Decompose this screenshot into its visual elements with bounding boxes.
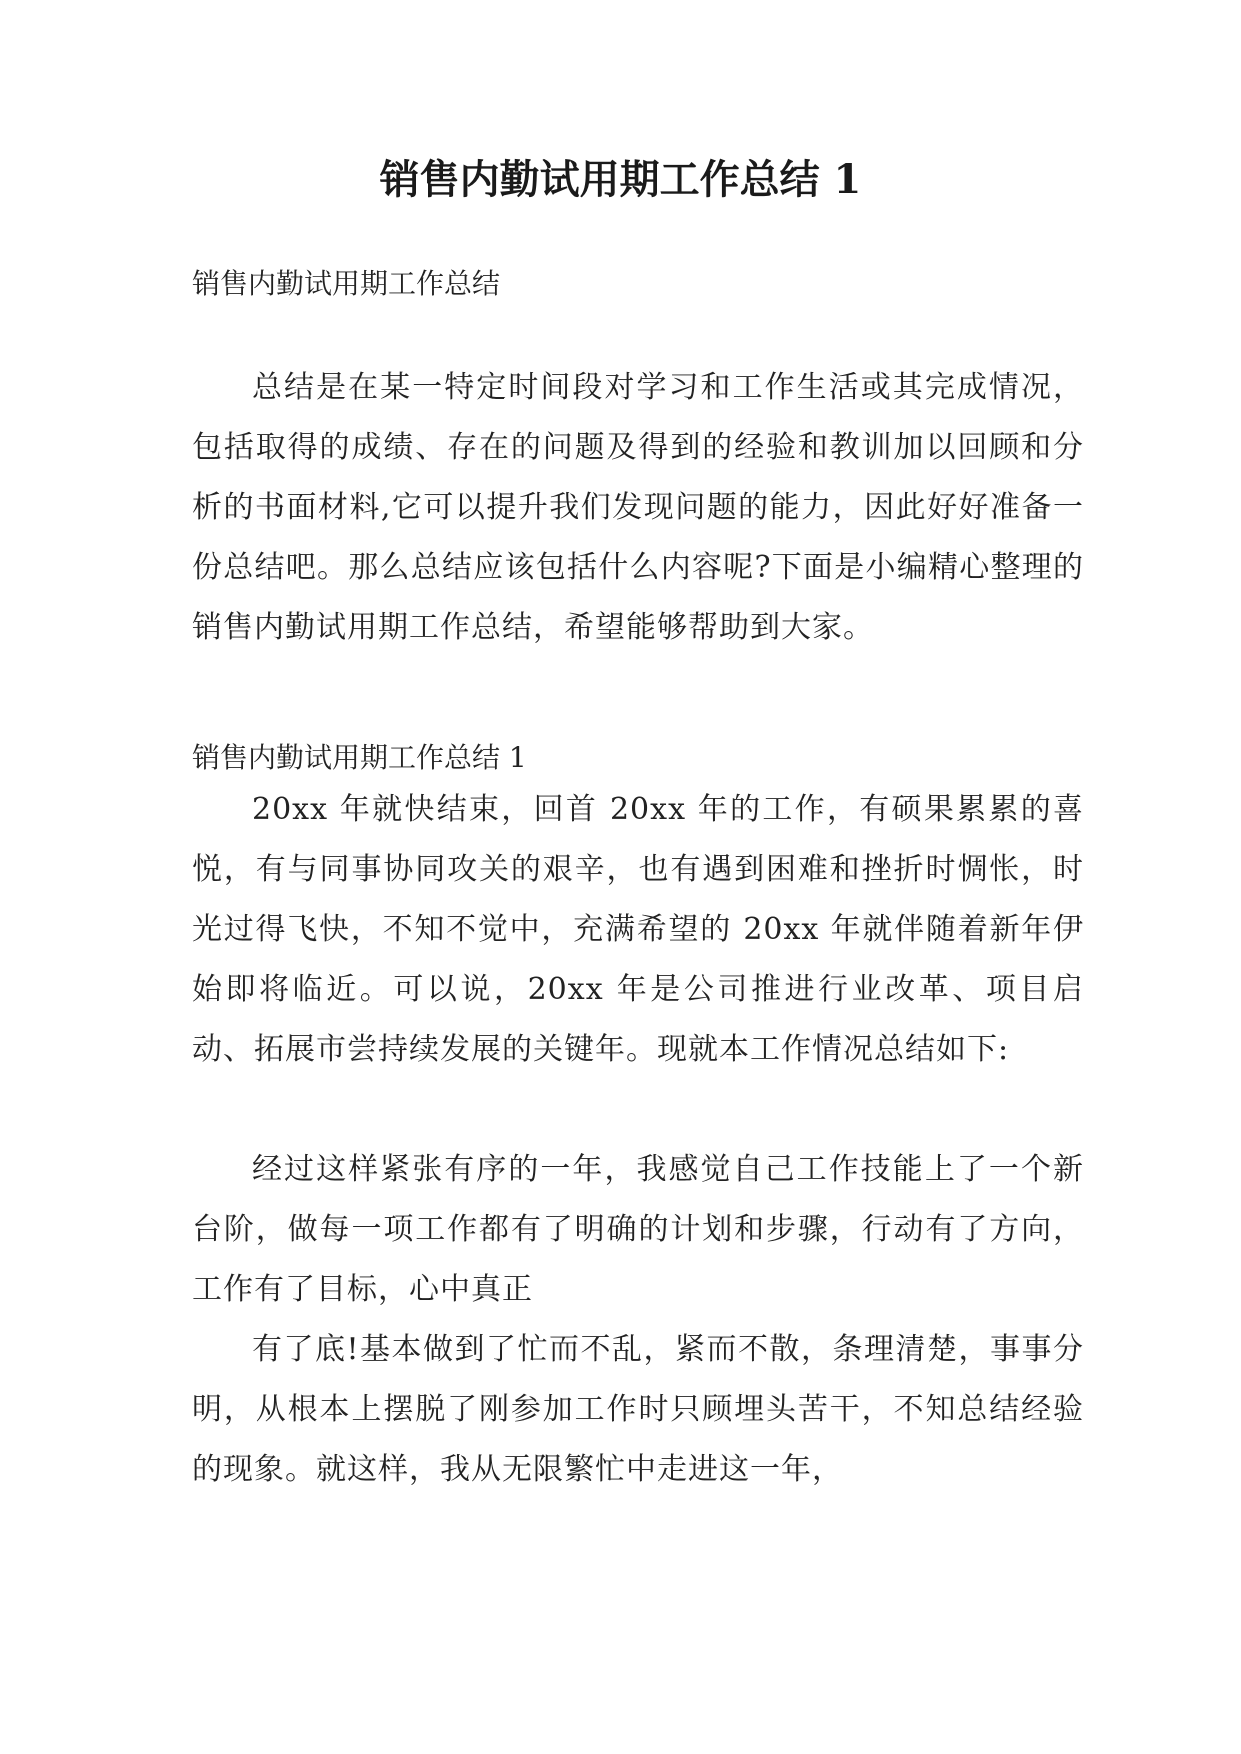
body-paragraph-1: 20xx 年就快结束，回首 20xx 年的工作，有硕果累累的喜悦，有与同事协同攻关的艰辛，也有遇到困难和挫折时惆怅，时光过得飞快，不知不觉中，充满希望的 20xx 年就伴随着新年伊始即将临近。可以说，20xx 年是公司推进行业改革、项目启动、拓展市尝持续发展的关键年。现就本工作情况总结如下: [192, 792, 1084, 1067]
document-title: 销售内勤试用期工作总结 1 [379, 156, 862, 203]
intro-paragraph: 总结是在某一特定时间段对学习和工作生活或其完成情况，包括取得的成绩、存在的问题及得到的经验和教训加以回顾和分析的书面材料,它可以提升我们发现问题的能力，因此好好准备一份总结吧。那么总结应该包括什么内容呢?下面是小编精心整理的销售内勤试用期工作总结，希望能够帮助到大家。 [192, 370, 1084, 645]
body-paragraph-2: 经过这样紧张有序的一年，我感觉自己工作技能上了一个新台阶，做每一项工作都有了明确的计划和步骤，行动有了方向，工作有了目标，心中真正 [192, 1152, 1084, 1307]
section-heading-1: 销售内勤试用期工作总结 1 [192, 741, 527, 774]
section-heading: 销售内勤试用期工作总结 [192, 267, 501, 300]
body-paragraph-3: 有了底!基本做到了忙而不乱，紧而不散，条理清楚，事事分明，从根本上摆脱了刚参加工作时只顾埋头苦干，不知总结经验的现象。就这样，我从无限繁忙中走进这一年， [192, 1332, 1084, 1487]
